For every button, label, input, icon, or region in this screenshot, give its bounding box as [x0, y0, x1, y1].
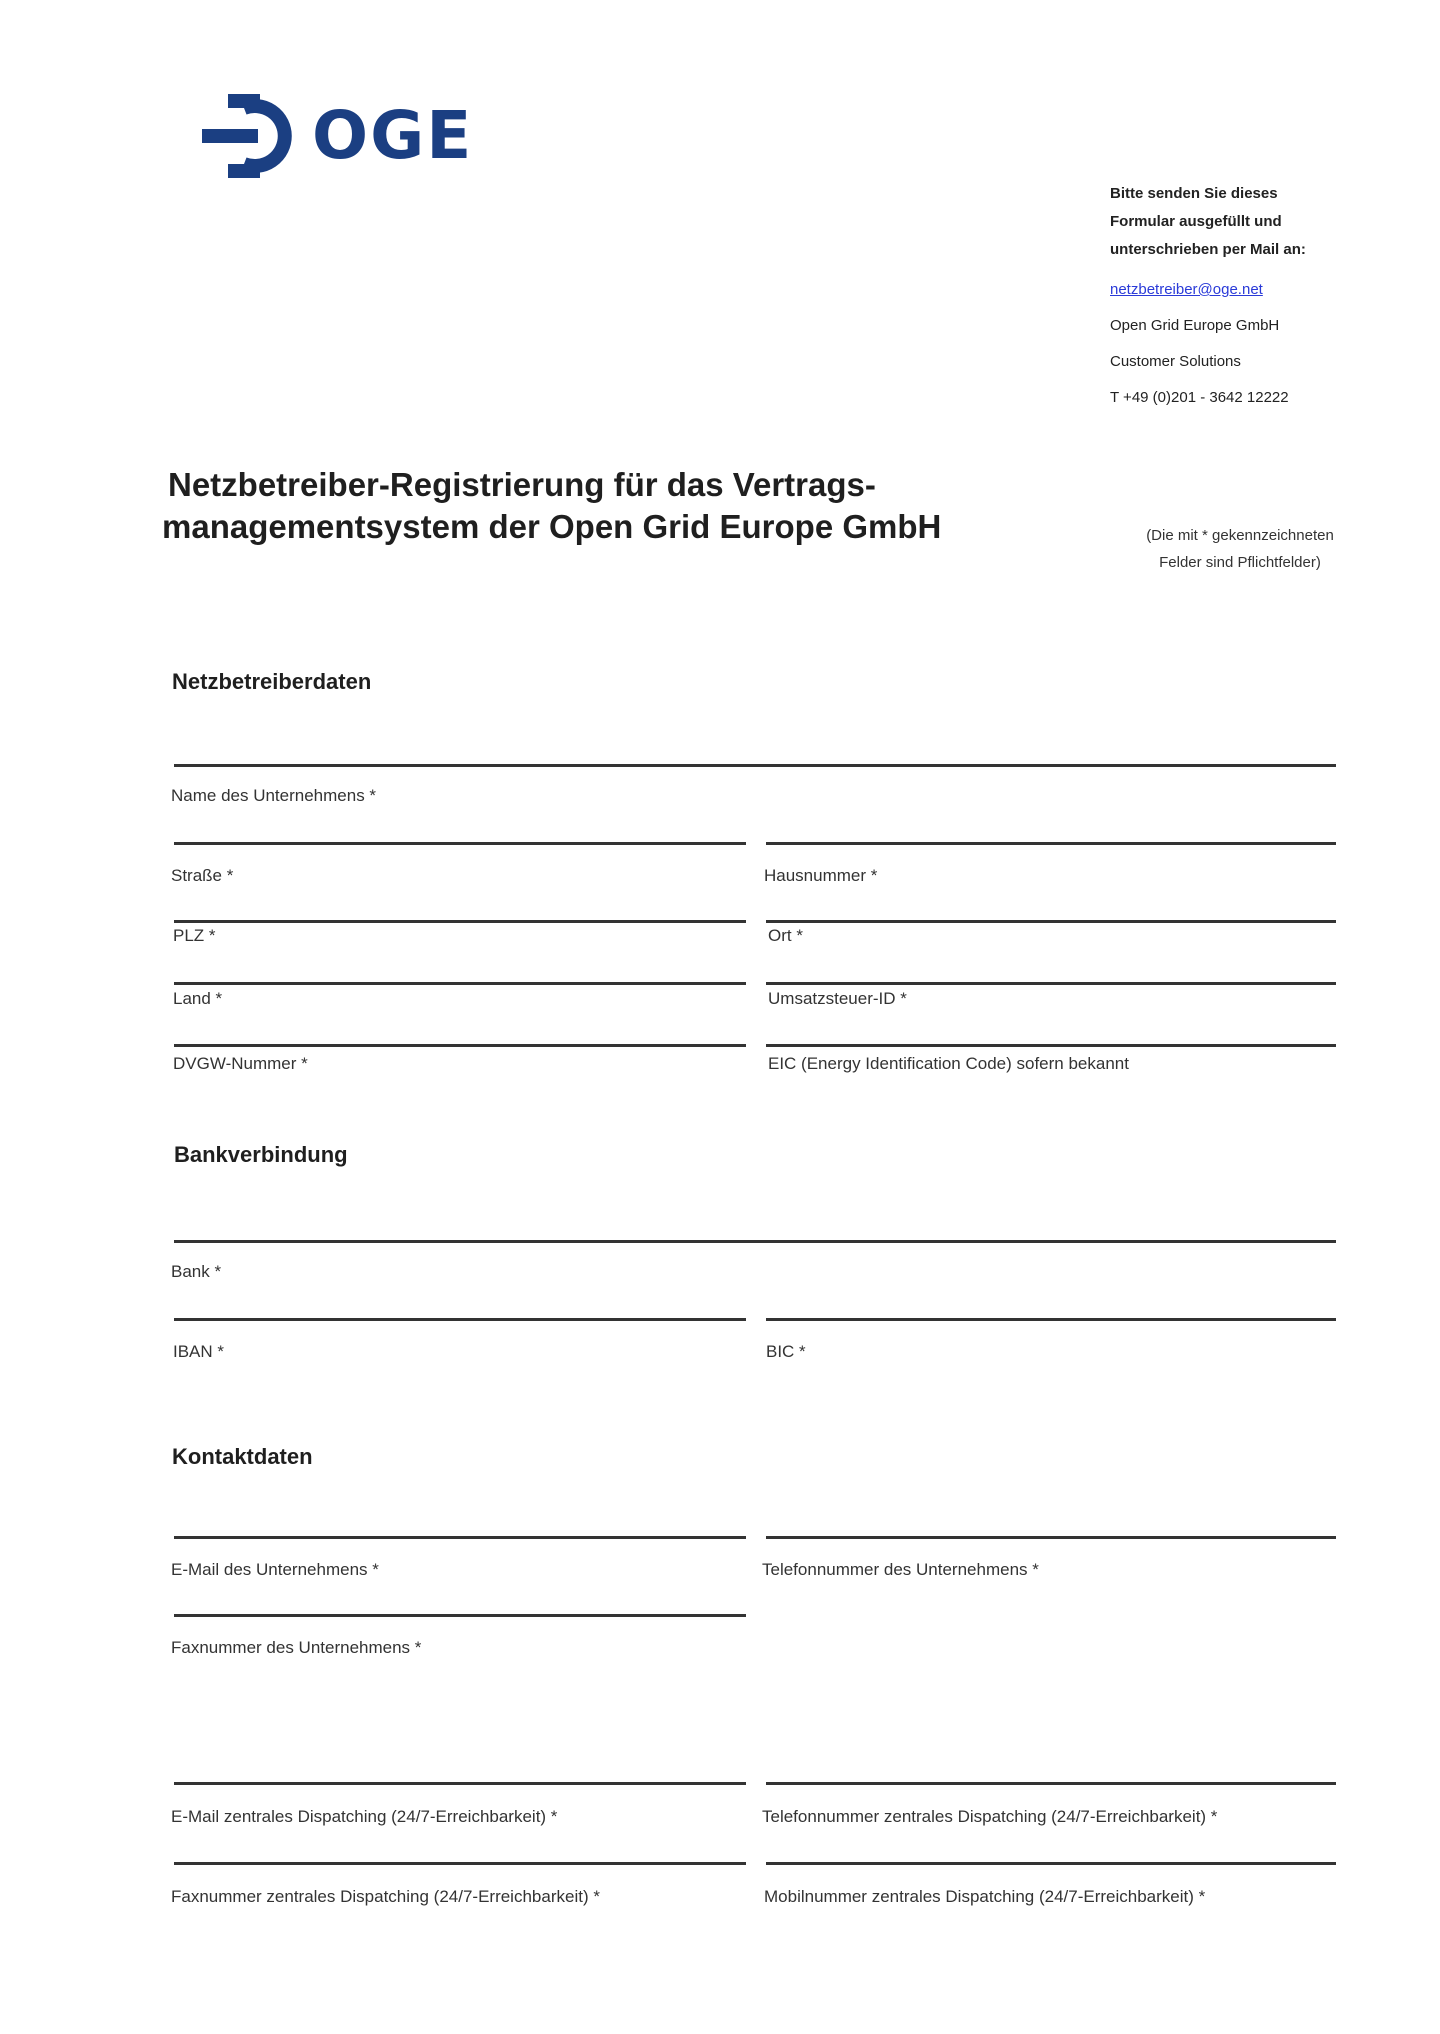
contact-email-link[interactable]: netzbetreiber@oge.net	[1110, 281, 1263, 298]
field-line-hausnummer[interactable]	[766, 842, 1336, 845]
field-line-fax[interactable]	[174, 1614, 746, 1617]
field-label-strasse: Straße *	[171, 866, 234, 885]
oge-logo	[200, 90, 490, 182]
field-label-disp-fax: Faxnummer zentrales Dispatching (24/7-Erreichbarkeit) *	[171, 1887, 600, 1906]
page-title-line: managementsystem der Open Grid Europe GmbH	[162, 508, 942, 545]
page-title	[162, 464, 941, 548]
field-line-bank[interactable]	[174, 1240, 1336, 1243]
field-label-land: Land *	[173, 989, 223, 1008]
field-line-disp-fax[interactable]	[174, 1862, 746, 1865]
logo-wordmark: OGE	[312, 97, 474, 174]
note-line: Felder sind Pflichtfelder)	[1159, 554, 1321, 571]
field-line-ort[interactable]	[766, 920, 1336, 923]
field-line-name[interactable]	[174, 764, 1336, 767]
field-line-land[interactable]	[174, 982, 746, 985]
contact-intro-line: Bitte senden Sie dieses	[1110, 185, 1278, 202]
contact-department: Customer Solutions	[1110, 353, 1241, 370]
note-line: (Die mit * gekennzeichneten	[1146, 527, 1334, 544]
required-fields-note	[1120, 522, 1360, 576]
contact-company: Open Grid Europe GmbH	[1110, 317, 1280, 334]
field-line-plz[interactable]	[174, 920, 746, 923]
contact-intro	[1110, 180, 1410, 264]
section-heading-netzbetreiberdaten: Netzbetreiberdaten	[172, 669, 372, 694]
field-line-telefon[interactable]	[766, 1536, 1336, 1539]
field-line-strasse[interactable]	[174, 842, 746, 845]
field-line-disp-email[interactable]	[174, 1782, 746, 1785]
field-label-ort: Ort *	[768, 926, 803, 945]
field-label-eic: EIC (Energy Identification Code) sofern bekannt	[768, 1054, 1129, 1073]
field-label-telefon: Telefonnummer des Unternehmens *	[762, 1560, 1039, 1579]
contact-intro-line: Formular ausgefüllt und	[1110, 213, 1282, 230]
oge-logo-icon	[200, 90, 300, 182]
field-line-ust[interactable]	[766, 982, 1336, 985]
field-label-disp-mobil: Mobilnummer zentrales Dispatching (24/7-Erreichbarkeit) *	[764, 1887, 1206, 1906]
field-label-hausnummer: Hausnummer *	[764, 866, 878, 885]
field-label-dvgw: DVGW-Nummer *	[173, 1054, 308, 1073]
contact-block	[1110, 180, 1410, 408]
field-label-iban: IBAN *	[173, 1342, 225, 1361]
field-label-bank: Bank *	[171, 1262, 222, 1281]
field-line-email[interactable]	[174, 1536, 746, 1539]
field-label-fax: Faxnummer des Unternehmens *	[171, 1638, 422, 1657]
field-line-dvgw[interactable]	[174, 1044, 746, 1047]
field-label-email: E-Mail des Unternehmens *	[171, 1560, 379, 1579]
contact-intro-line: unterschrieben per Mail an:	[1110, 241, 1306, 258]
field-line-iban[interactable]	[174, 1318, 746, 1321]
field-label-plz: PLZ *	[173, 926, 216, 945]
section-heading-bankverbindung: Bankverbindung	[174, 1142, 348, 1167]
field-line-disp-telefon[interactable]	[766, 1782, 1336, 1785]
section-heading-kontaktdaten: Kontaktdaten	[172, 1444, 313, 1469]
field-label-name: Name des Unternehmens *	[171, 786, 377, 805]
field-label-bic: BIC *	[766, 1342, 806, 1361]
field-line-disp-mobil[interactable]	[766, 1862, 1336, 1865]
field-line-bic[interactable]	[766, 1318, 1336, 1321]
field-label-disp-email: E-Mail zentrales Dispatching (24/7-Erreichbarkeit) *	[171, 1807, 558, 1826]
page-title-line: Netzbetreiber-Registrierung für das Vertrags-	[168, 466, 876, 503]
contact-phone: T +49 (0)201 - 3642 12222	[1110, 389, 1289, 406]
field-label-ust: Umsatzsteuer-ID *	[768, 989, 907, 1008]
field-line-eic[interactable]	[766, 1044, 1336, 1047]
field-label-disp-telefon: Telefonnummer zentrales Dispatching (24/7-Erreichbarkeit) *	[762, 1807, 1218, 1826]
